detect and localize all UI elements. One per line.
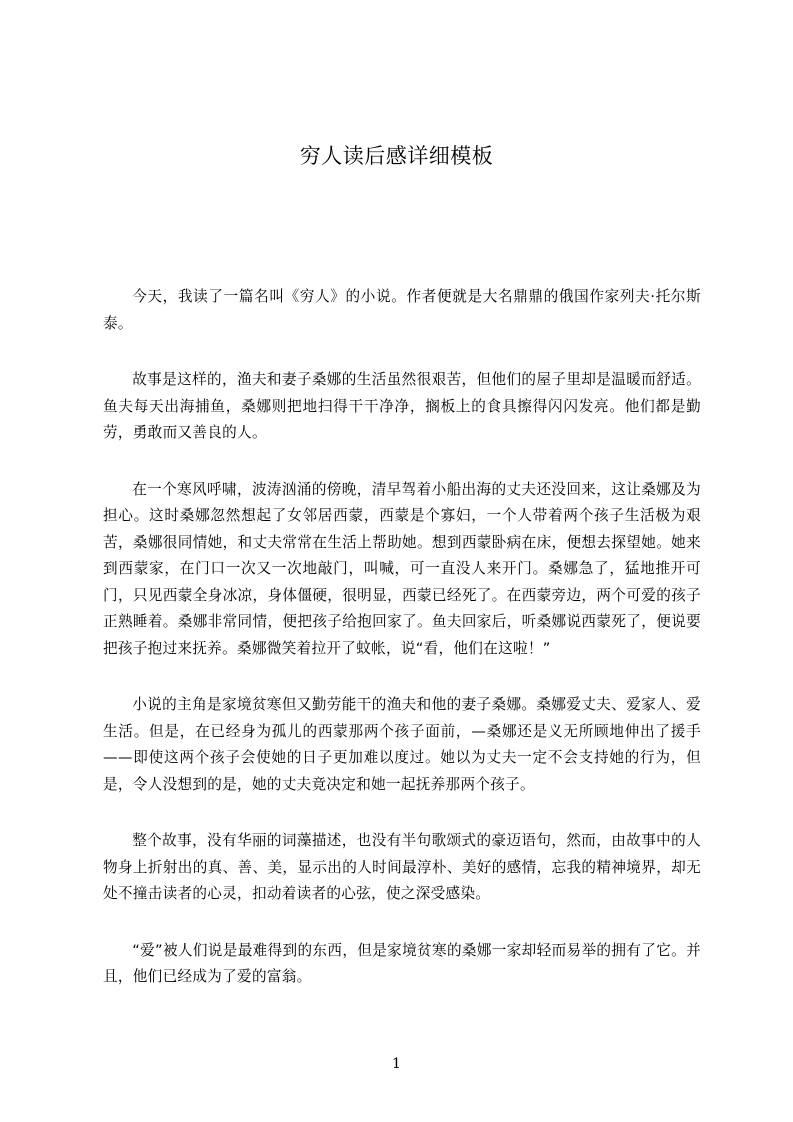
paragraph: 今天，我读了一篇名叫《穷人》的小说。作者便就是大名鼎鼎的俄国作家列夫·托尔斯泰。	[103, 288, 701, 332]
paragraph: 故事是这样的，渔夫和妻子桑娜的生活虽然很艰苦，但他们的屋子里却是温暖而舒适。鱼夫每天出海捕鱼，桑娜则把地扫得干干净净，搁板上的食具擦得闪闪发亮。他们都是勤劳，勇敢而又善良的人。	[103, 371, 701, 441]
paragraph: 在一个寒风呼啸，波涛汹涌的傍晚，清早驾着小船出海的丈夫还没回来，这让桑娜及为担心。这时桑娜忽然想起了女邻居西蒙，西蒙是个寡妇，一个人带着两个孩子生活极为艰苦，桑娜很同情她，和丈夫常常在生活上帮助她。想到西蒙卧病在床，便想去探望她。她来到西蒙家，在门口一次又一次地敲门，叫喊，可一直没人来开门。桑娜急了，猛地推开可门，只见西蒙全身冰凉，身体僵硬，很明显，西蒙已经死了。在西蒙旁边，两个可爱的孩子正熟睡着。桑娜非常同情，便把孩子给抱回家了。鱼夫回家后，听桑娜说西蒙死了，便说要把孩子抱过来抚养。桑娜微笑着拉开了蚊帐，说“看，他们在这啦！”	[103, 480, 701, 657]
paragraph: “爱”被人们说是最难得到的东西，但是家境贫寒的桑娜一家却轻而易举的拥有了它。并且，他们已经成为了爱的富翁。	[103, 941, 701, 985]
paragraph: 整个故事，没有华丽的词藻描述，也没有半句歌颂式的豪迈语句，然而，由故事中的人物身上折射出的真、善、美，显示出的人时间最淳朴、美好的感情，忘我的精神境界，却无处不撞击读者的心灵，扣动着读者的心弦，使之深受感染。	[103, 832, 701, 902]
document-body	[103, 284, 701, 1021]
document-title: 穷人读后感详细模板	[299, 144, 494, 168]
paragraph: 小说的主角是家境贫寒但又勤劳能干的渔夫和他的妻子桑娜。桑娜爱丈夫、爱家人、爱生活。但是，在已经身为孤儿的西蒙那两个孩子面前，—桑娜还是义无所顾地伸出了援手——即使这两个孩子会使她的日子更加难以度过。她以为丈夫一定不会支持她的行为，但是，令人没想到的是，她的丈夫竟决定和她一起抚养那两个孩子。	[103, 696, 701, 793]
page-number: 1	[392, 1056, 401, 1072]
